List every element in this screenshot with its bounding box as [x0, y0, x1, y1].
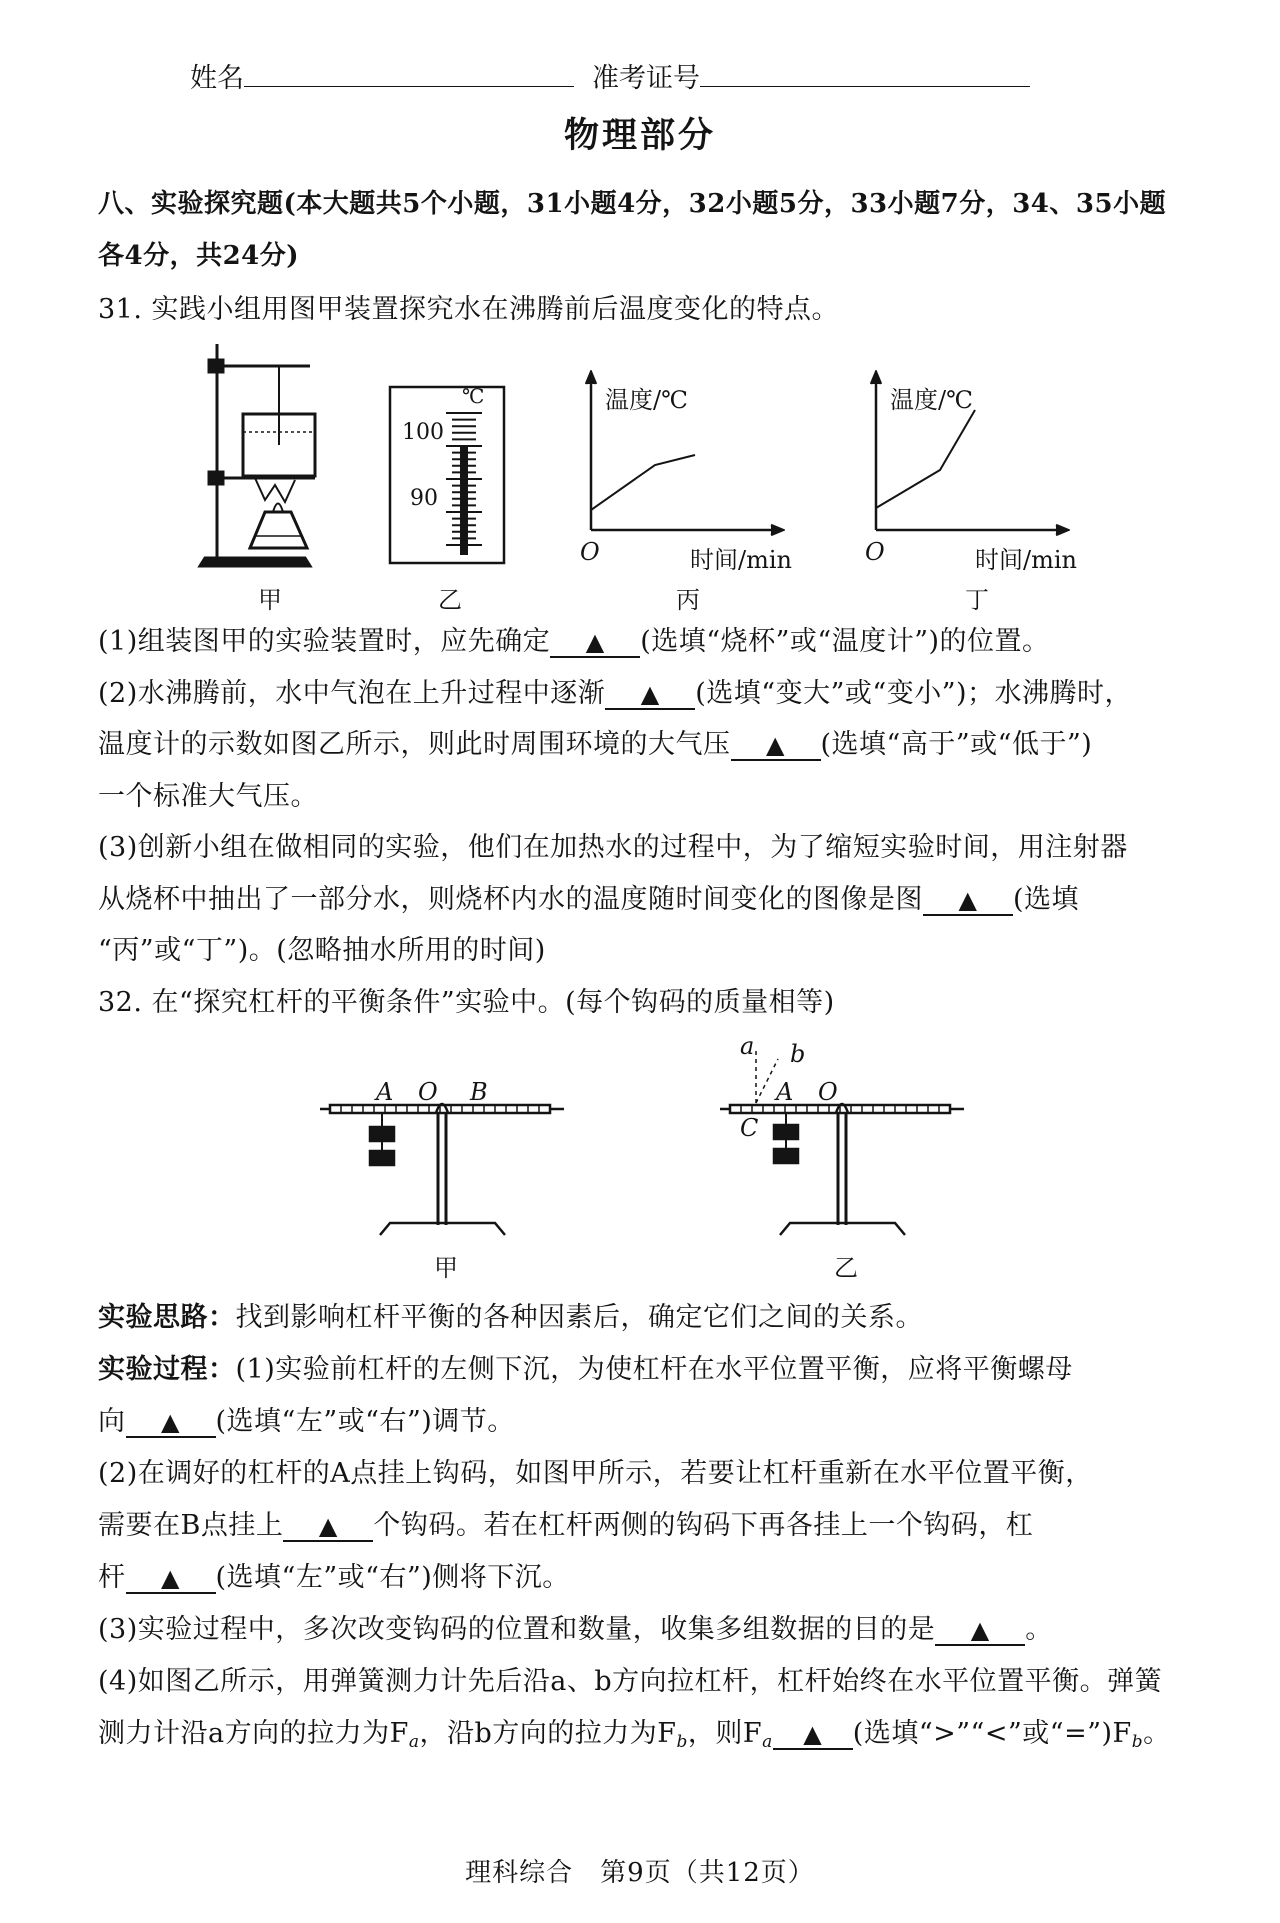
- lever-jia-label-a: A: [376, 1078, 394, 1106]
- lever-fig-yi-caption: 乙: [834, 1254, 858, 1282]
- graph-bing-origin: O: [580, 538, 600, 566]
- answer-blank[interactable]: ▲: [605, 680, 695, 710]
- boiling-apparatus-figure: [195, 340, 335, 570]
- answer-blank[interactable]: ▲: [731, 731, 821, 761]
- lever-jia-figure: [320, 1075, 570, 1245]
- fig-ding-label: 丁: [965, 586, 989, 614]
- q32-p2-line3: 杆 ▲ (选填“左”或“右”)侧将下沉。: [98, 1562, 570, 1593]
- answer-blank[interactable]: ▲: [126, 1564, 216, 1594]
- answer-blank[interactable]: ▲: [126, 1408, 216, 1438]
- q31-p3-line3: “丙”或“丁”)。(忽略抽水所用的时间): [98, 935, 546, 966]
- thermometer-figure: [388, 385, 508, 565]
- q32-p3: (3)实验过程中，多次改变钩码的位置和数量，收集多组数据的目的是 ▲ 。: [98, 1614, 1053, 1645]
- section-heading-line1: 八、实验探究题(本大题共5个小题，31小题4分，32小题5分，33小题7分，34、35小题: [98, 189, 1167, 219]
- q32-stem: 32. 在“探究杠杆的平衡条件”实验中。(每个钩码的质量相等): [98, 987, 835, 1018]
- graph-ding-xlabel: 时间/min: [975, 546, 1077, 574]
- q31-p2-line3: 一个标准大气压。: [98, 781, 318, 812]
- fig-yi-label: 乙: [438, 586, 462, 614]
- lever-jia-label-o: O: [418, 1078, 438, 1106]
- q31-p1: (1)组装图甲的实验装置时，应先确定 ▲ (选填“烧杯”或“温度计”)的位置。: [98, 626, 1050, 657]
- page-footer: 理科综合 第9页（共12页）: [465, 1858, 815, 1888]
- q32-idea: 实验思路：找到影响杠杆平衡的各种因素后，确定它们之间的关系。: [98, 1302, 923, 1333]
- name-underline: [244, 60, 574, 87]
- q31-p3-line1: (3)创新小组在做相同的实验，他们在加热水的过程中，为了缩短实验时间，用注射器: [98, 832, 1128, 863]
- id-label: 准考证号: [592, 63, 700, 94]
- id-underline: [700, 60, 1030, 87]
- fig-jia-label: 甲: [258, 586, 282, 614]
- name-field: [190, 56, 574, 95]
- q32-p1-line2: 向 ▲ (选填“左”或“右”)调节。: [98, 1406, 515, 1437]
- lever-yi-label-b-dir: b: [790, 1040, 806, 1068]
- q32-p2-line1: (2)在调好的杠杆的A点挂上钩码，如图甲所示，若要让杠杆重新在水平位置平衡，: [98, 1458, 1093, 1489]
- lever-jia-label-b: B: [470, 1078, 488, 1106]
- lever-yi-label-a: A: [776, 1078, 794, 1106]
- thermo-unit: ℃: [462, 384, 485, 408]
- q31-p2-line2: 温度计的示数如图乙所示，则此时周围环境的大气压 ▲ (选填“高于”或“低于”): [98, 729, 1093, 760]
- name-label: 姓名: [190, 63, 244, 94]
- answer-blank[interactable]: ▲: [283, 1512, 373, 1542]
- thermo-90-label: 90: [410, 486, 438, 511]
- section-heading-line2: 各4分，共24分): [98, 241, 300, 271]
- q32-p4-line1: (4)如图乙所示，用弹簧测力计先后沿a、b方向拉杠杆，杠杆始终在水平位置平衡。弹簧: [98, 1666, 1163, 1697]
- lever-yi-label-o: O: [818, 1078, 838, 1106]
- lever-yi-figure: [720, 1045, 970, 1245]
- graph-ding-ylabel: 温度/℃: [890, 386, 973, 414]
- answer-blank[interactable]: ▲: [550, 628, 640, 658]
- answer-blank[interactable]: ▲: [773, 1720, 853, 1750]
- q32-p4-line2: 测力计沿a方向的拉力为$F_a$，沿b方向的拉力为$F_b$，则$F_a$ ▲ (选填“>”“<”或“$=”)F_b$。: [98, 1718, 1171, 1752]
- thermo-100-label: 100: [402, 420, 444, 445]
- lever-yi-label-a-dir: a: [740, 1032, 755, 1060]
- fig-bing-label: 丙: [676, 586, 700, 614]
- lever-yi-label-c: C: [740, 1114, 759, 1142]
- q31-p3-line2: 从烧杯中抽出了一部分水，则烧杯内水的温度随时间变化的图像是图 ▲ (选填: [98, 884, 1080, 915]
- id-field: [592, 56, 1030, 95]
- lever-fig-jia-caption: 甲: [434, 1254, 458, 1282]
- graph-bing-ylabel: 温度/℃: [605, 386, 688, 414]
- answer-blank[interactable]: ▲: [935, 1616, 1025, 1646]
- graph-bing-xlabel: 时间/min: [690, 546, 792, 574]
- q31-stem: 31. 实践小组用图甲装置探究水在沸腾前后温度变化的特点。: [98, 294, 840, 325]
- page-title: 物理部分: [563, 115, 716, 156]
- q31-p2-line1: (2)水沸腾前，水中气泡在上升过程中逐渐 ▲ (选填“变大”或“变小”)；水沸腾时，: [98, 678, 1133, 709]
- graph-ding-origin: O: [865, 538, 885, 566]
- q32-p1-line1: 实验过程：(1)实验前杠杆的左侧下沉，为使杠杆在水平位置平衡，应将平衡螺母: [98, 1354, 1073, 1385]
- answer-blank[interactable]: ▲: [923, 886, 1013, 916]
- q32-p2-line2: 需要在B点挂上 ▲ 个钩码。若在杠杆两侧的钩码下再各挂上一个钩码，杠: [98, 1510, 1034, 1541]
